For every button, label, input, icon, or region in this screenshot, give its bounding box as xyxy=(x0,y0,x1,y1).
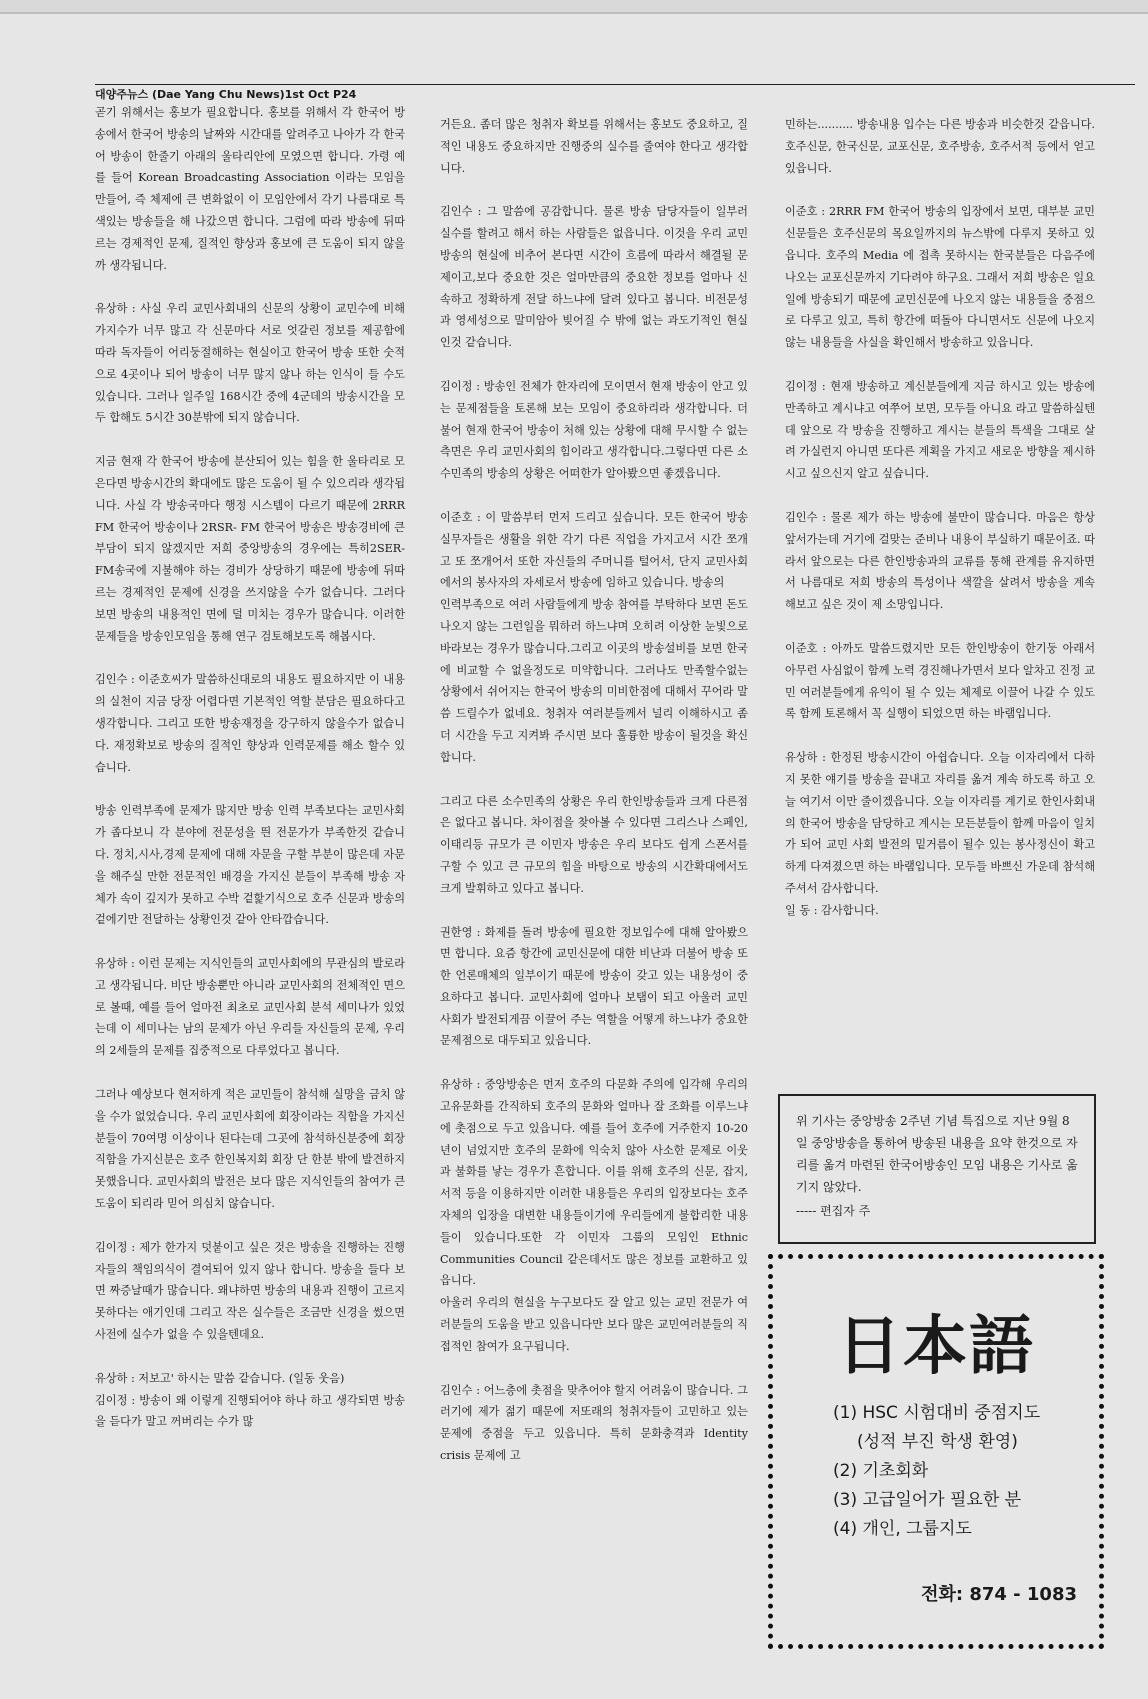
paragraph: 그러나 예상보다 현저하게 적은 교민들이 참석해 실망을 금치 않을 수가 없었습니다. 우리 교민사회에 회장이라는 직함을 가지신 분들이 70여명 이상이나 된다는데 그곳에 참석하신분중에 회장 직함을 가지신분은 호주 한인복지회 회장 단 한분 밖에 발견하지 못했읍니다. 교민사회의 발전은 보다 많은 지식인들의 참여가 큰 도움이 되리라 믿어 의심치 않습니다. xyxy=(95,1088,405,1211)
paragraph: 김이정 : 제가 한가지 덧붙이고 싶은 것은 방송을 진행하는 진행자들의 책임의식이 결여되어 있지 않나 합니다. 방송을 들다 보면 짜증날때가 많습니다. 왜냐하면 방송의 내용과 진행이 고르지 못하다는 애기인데 그리고 작은 실수들은 조금만 신경을 썼으면 사전에 실수가 없을 수 있을텐데요. xyxy=(95,1240,405,1342)
ad-phone: 전화: 874 - 1083 xyxy=(921,1584,1077,1605)
paragraph: 이준호 : 이 말씀부터 먼저 드리고 싶습니다. 모든 한국어 방송 실무자들은 생활을 위한 각기 다른 직업을 가지고서 시간 쪼개고 또 쪼개어서 또한 자신들의 주머니를 털어서, 단지 교민사회에서의 봉사자의 자세로서 방송에 임하고 있습니다. 방송의 xyxy=(440,510,748,590)
paragraph: 유상하 : 사실 우리 교민사회내의 신문의 상황이 교민수에 비해 가지수가 너무 많고 각 신문마다 서로 엇갈린 정보를 제공함에 따라 독자들이 어리둥절해하는 현실이고 한국어 방송 또한 숫적으로 4곳이나 되어 방송이 너무 많지 않나 하는 인식이 들 수도 있습니다. 그러나 일주일 168시간 중에 4군데의 방송시간을 모두 합해도 5시간 30분밖에 되지 않습니다. xyxy=(95,302,405,425)
paragraph: 유상하 : 이런 문제는 지식인들의 교민사회에의 무관심의 발로라고 생각됩니다. 비단 방송뿐만 아니라 교민사회의 전체적인 면으로 볼때, 예를 들어 얼마전 최초로 교민사회 분석 세미나가 있었는데 이 세미나는 남의 문제가 아닌 우리들 자신들의 문제, 우리의 2세들의 문제를 집중적으로 다루었다고 봅니다. xyxy=(95,957,405,1058)
paragraph: 곧기 위해서는 홍보가 필요합니다. 홍보를 위해서 각 한국어 방송에서 한국어 방송의 날짜와 시간대를 알려주고 나아가 각 한국어 방송이 한줄기 아래의 울타리안에 모였으면 합니다. 가령 예를 들어 Korean Broadcasting Association 이라는 모임을 만들어, 즉 체제에 큰 변화없이 이 모임안에서 각기 나름대로 특색있는 방송들을 해 나갔으면 합니다. 그럼에 따라 방송에 뒤따르는 경제적인 문제, 질적인 향상과 홍보에 큰 도움이 되지 않을까 생각됩니다. xyxy=(95,106,405,272)
article-column-3 xyxy=(785,114,1095,922)
ad-item-list xyxy=(833,1399,1040,1544)
masthead: 대양주뉴스 (Dae Yang Chu News)1st Oct P24 xyxy=(95,88,357,101)
japanese-lesson-ad xyxy=(768,1254,1104,1649)
paragraph: 김인수 : 물론 제가 하는 방송에 불만이 많습니다. 마음은 항상 앞서가는데 거기에 걸맞는 준비나 내용이 부실하기 때문이죠. 따라서 앞으로는 다른 한인방송과의 교류를 통해 관계를 유지하면서 나름대로 저희 방송의 특성이나 색깔을 살려서 방송을 계속 해보고 싶은 것이 제 소망입니다. xyxy=(785,510,1095,612)
ad-item: (성적 부진 학생 환영) xyxy=(857,1432,1018,1452)
paragraph: 거든요. 좀더 많은 청취자 확보를 위해서는 홍보도 중요하고, 질적인 내용도 중요하지만 진행중의 실수를 줄여야 한다고 생각합니다. xyxy=(440,118,748,175)
paragraph: 김인수 : 어느층에 촛점을 맞추어야 할지 어려움이 많습니다. 그러기에 제가 젊기 때문에 저또래의 청취자들이 고민하고 있는 문제에 중점을 두고 있읍니다. 특히 문화충격과 Identity crisis 문제에 고 xyxy=(440,1383,748,1463)
ad-item: (4) 개인, 그룹지도 xyxy=(833,1519,972,1539)
paragraph: 유상하 : 중앙방송은 먼저 호주의 다문화 주의에 입각해 우리의 고유문화를 간직하되 호주의 문화와 얼마나 잘 조화를 이루느냐에 촛점으로 두고 있읍니다. 예를 들어 호주에 거주한지 10-20년이 넘었지만 호주의 문화에 익숙치 않아 사소한 문제로 이웃과 불화를 낳는 경우가 흔합니다. 이를 위해 호주의 신문, 잡지,서적 등을 이용하지만 이러한 내용들은 우리의 입장보다는 호주 자체의 입장을 대변한 내용들이기에 우리들에게 불합리한 내용들이 있습니다.또한 각 이민자 그룹의 모임인 Ethnic Communities Council 같은데서도 많은 정보를 교환하고 있읍니다. xyxy=(440,1078,748,1288)
paragraph: 김이정 : 방송인 전체가 한자리에 모이면서 현재 방송이 안고 있는 문제점들을 토론해 보는 모임이 중요하리라 생각합니다. 더불어 현재 한국어 방송이 처해 있는 상황에 대해 무시할 수 없는 측면은 우리 교민사회의 힘이라고 생각합니다.그렇다면 다른 소수민족의 방송의 상황은 어떠한가 알아봤으면 좋겠읍니다. xyxy=(440,379,748,481)
paragraph: 인력부족으로 여러 사람들에게 방송 참여를 부탁하다 보면 돈도 나오지 않는 그런일을 뭐하러 하느냐며 오히려 이상한 눈빛으로 바라보는 경우가 많습니다.그리고 이곳의 방송설비를 보면 한국에 비교할 수 없을정도로 미약합니다. 그러나도 만족할수없는 상황에서 쉬어지는 한국어 방송의 미비한점에 대해서 꾸어라 말씀 드릴수가 없네요. 청취자 여러분들께서 널리 이해하시고 좀더 시간을 두고 지켜봐 주시면 보다 훌륭한 방송이 될것을 확신합니다. xyxy=(440,598,748,764)
paragraph: 그리고 다른 소수민족의 상황은 우리 한인방송들과 크게 다른점은 없다고 봅니다. 차이점을 찾아볼 수 있다면 그리스나 스페인, 이태리등 규모가 큰 이민자 방송은 우리 보다도 쉽게 스폰서를 구할 수 있고 큰 규모의 힘을 바탕으로 방송의 시간확대에서도 크게 발휘하고 있다고 봅니다. xyxy=(440,794,748,895)
editor-note-text: 위 기사는 중앙방송 2주년 기념 특집으로 지난 9월 8일 중앙방송을 통하여 방송된 내용을 요약 한것으로 자리를 옮겨 마련된 한국어방송인 모임 내용은 기사로 옮기지 않았다. xyxy=(796,1114,1078,1194)
header-rule xyxy=(95,78,1135,85)
paragraph: 이준호 : 아까도 말씀드렸지만 모든 한인방송이 한기둥 아래서 아무런 사심없이 함께 노력 경진해나가면서 보다 알차고 진정 교민 여러분들에게 유익이 될 수 있는 체제로 이끌어 나갈 수 있도록 함께 토론해서 꼭 실행이 되었으면 하는 바램입니다. xyxy=(785,641,1095,721)
ad-item: (3) 고급일어가 필요한 분 xyxy=(833,1490,1022,1510)
ad-item: (1) HSC 시험대비 중점지도 xyxy=(833,1403,1041,1423)
article-column-2 xyxy=(440,114,748,1467)
ad-item: (2) 기초회화 xyxy=(833,1461,929,1481)
article-column-1 xyxy=(95,102,405,1433)
paragraph: 일 동 : 감사합니다. xyxy=(785,903,879,917)
ad-title: 日本語 xyxy=(837,1310,1035,1384)
paragraph: 이준호 : 2RRR FM 한국어 방송의 입장에서 보면, 대부분 교민신문들은 호주신문의 목요일까지의 뉴스밖에 다루지 못하고 있읍니다. 호주의 Media 에 접촉 못하시는 한국분들은 다음주에 나오는 교포신문까지 기다려야 하구요. 그래서 저희 방송은 일요일에 방송되기 때문에 교민신문에 나오지 않는 내용들을 중점으로 다루고 있고, 특히 항간에 떠돌아 다니면서도 신문에 나오지 않는 내용들을 사실을 확인해서 방송하고 있읍니다. xyxy=(785,205,1095,350)
paragraph: 김인수 : 그 말씀에 공감합니다. 물론 방송 담당자들이 일부러 실수를 할려고 해서 하는 사람들은 없읍니다. 이것을 우리 교민방송의 현실에 비추어 본다면 시간이 흐름에 따라서 해결될 문제이고,보다 중요한 것은 얼마만큼의 중요한 정보를 얼마나 신속하고 정확하게 전달 하느냐에 달려 있다고 봅니다. 비전문성과 영세성으로 말미암아 빚어질 수 밖에 없는 과도기적인 현실인것 같습니다. xyxy=(440,205,748,350)
paragraph: 민하는.......... 방송내용 입수는 다른 방송과 비슷한것 같읍니다. 호주신문, 한국신문, 교포신문, 호주방송, 호주서적 등에서 얻고 있읍니다. xyxy=(785,118,1095,175)
paragraph: 방송 인력부족에 문제가 많지만 방송 인력 부족보다는 교민사회가 좁다보니 각 분야에 전문성을 띈 전문가가 부족한것 같습니다. 정치,시사,경제 문제에 대해 자문을 구할 부분이 많은데 자문을 해주실 만한 전문적인 배경을 가지신 분들이 부족해 방송 자체가 속이 깊지가 못하고 수박 겉핥기식으로 호주 신문과 방송의 겉에기만 전달하는 상황인것 같아 안타깝습니다. xyxy=(95,804,405,927)
editor-note-box xyxy=(778,1094,1096,1244)
paragraph: 유상하 : 저보고' 하시는 말씀 같습니다. (일동 웃음) xyxy=(95,1371,345,1385)
paragraph: 아울러 우리의 현실을 누구보다도 잘 알고 있는 교민 전문가 여러분들의 도움을 받고 있읍니다만 보다 많은 교민여러분들의 직접적인 참여가 요구됩니다. xyxy=(440,1296,748,1353)
editor-note-signature: ----- 편집자 주 xyxy=(796,1204,871,1218)
paragraph: 김이정 : 현재 방송하고 계신분들에게 지금 하시고 있는 방송에 만족하고 계시냐고 여쭈어 보면, 모두들 아니요 라고 말씀하실텐데 앞으로 각 방송을 진행하고 계시는 분들의 특색을 그대로 살려 가실런지 아니면 또다른 계획을 가지고 새로운 방향을 제시하시고 싶으신지 알고 싶습니다. xyxy=(785,379,1095,481)
paragraph: 지금 현재 각 한국어 방송에 분산되어 있는 힘을 한 울타리로 모은다면 방송시간의 확대에도 많은 도움이 될 수 있으리라 생각됩니다. 사실 각 방송국마다 행정 시스템이 다르기 때문에 2RRR FM 한국어 방송이나 2RSR- FM 한국어 방송은 방송경비에 큰 부담이 되지 않겠지만 저희 중앙방송의 경우에는 특히2SER- FM송국에 지불해야 하는 경비가 상당하기 때문에 방송에 뒤따르는 경제적인 문제에 신경을 쓰지않을 수가 없습니다. 그러다 보면 방송의 내용적인 면에 덜 미치는 경우가 많습니다. 이러한 문제들을 방송인모임을 통해 연구 검토해보도록 해봅시다. xyxy=(95,455,405,643)
paragraph: 유상하 : 한정된 방송시간이 아쉽습니다. 오늘 이자리에서 다하지 못한 얘기를 방송을 끝내고 자리를 옮겨 계속 하도록 하고 오늘 여기서 이만 줄이겠읍니다. 오늘 이자리를 계기로 한인사회내의 한국어 방송을 담당하고 계시는 모든분들이 함께 마음이 일치가 되어 교민 사회 발전의 밑거름이 될수 있는 봉사정신이 확고하게 다져졌으면 하는 바램입니다. 모두들 바쁘신 가운데 참석해 주셔서 감사합니다. xyxy=(785,751,1095,895)
paragraph: 김이정 : 방송이 왜 이렇게 진행되어야 하나 하고 생각되면 방송을 듣다가 말고 꺼버리는 수가 많 xyxy=(95,1393,405,1429)
paragraph: 김인수 : 이준호씨가 말씀하신대로의 내용도 필요하지만 이 내용의 실천이 지금 당장 어렵다면 기본적인 역할 분담은 필요하다고 생각합니다. 그리고 또한 방송재정을 강구하지 않을수가 없습니다. 재정확보로 방송의 질적인 향상과 인력문제를 해소 할수 있습니다. xyxy=(95,673,405,774)
newspaper-page xyxy=(0,12,1148,1699)
paragraph: 권한영 : 화제를 돌려 방송에 필요한 정보입수에 대해 알아봤으면 합니다. 요즘 항간에 교민신문에 대한 비난과 더불어 방송 또한 언론매체의 일부이기 때문에 방송이 갖고 있는 내용성이 중요하다고 봅니다. 교민사회에 얼마나 보탬이 되고 아울러 교민사회가 발전되게끔 이끌어 주는 역할을 어떻게 하느냐가 중요한 문제점으로 대두되고 있읍니다. xyxy=(440,925,748,1048)
